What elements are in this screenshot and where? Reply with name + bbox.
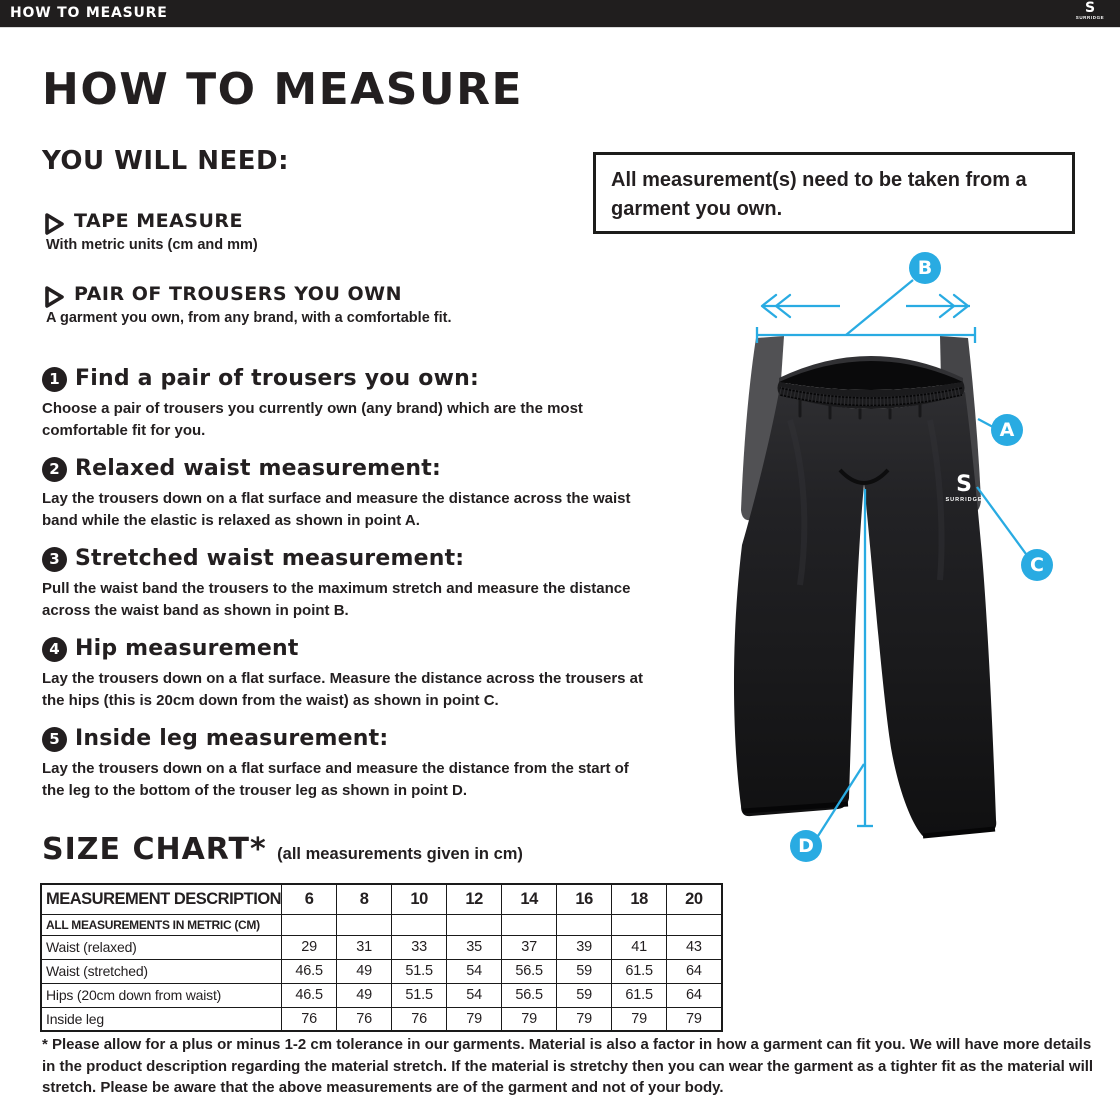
step-body: Lay the trousers down on a flat surface and measure the distance across the waist band while the elastic is relaxed as shown in point A.	[42, 490, 631, 529]
row-label: Waist (relaxed)	[41, 935, 282, 959]
column-header: 18	[612, 884, 667, 914]
table-row: Waist (relaxed) 29 31 33 35 37 39 41 43	[41, 935, 722, 959]
notice-box: All measurement(s) need to be taken from a garment you own.	[593, 152, 1075, 234]
garment-logo-wordmark: SURRIDGE	[945, 497, 983, 503]
need-item-label: PAIR OF TROUSERS YOU OWN	[74, 283, 402, 305]
table-header-row	[41, 884, 722, 914]
step-1	[42, 366, 652, 441]
table-row: Waist (stretched) 46.5 49 51.5 54 56.5 59 61.5 64	[41, 959, 722, 983]
need-item-description: With metric units (cm and mm)	[46, 237, 258, 253]
row-label: Waist (stretched)	[41, 959, 282, 983]
garment-logo-mark: S	[956, 472, 972, 497]
top-bar-title: HOW TO MEASURE	[10, 5, 168, 21]
triangle-bullet-icon	[44, 285, 66, 309]
step-body: Lay the trousers down on a flat surface and measure the distance from the start of the leg to the bottom of the trouser leg as shown in point D.	[42, 760, 629, 799]
column-header: 16	[557, 884, 612, 914]
need-item-description: A garment you own, from any brand, with a comfortable fit.	[46, 310, 452, 326]
column-header: 6	[282, 884, 337, 914]
row-label: Inside leg	[41, 1007, 282, 1031]
step-number-badge: 1	[42, 367, 67, 392]
step-body: Choose a pair of trousers you currently own (any brand) which are the most comfortable fit for you.	[42, 400, 583, 439]
table-row: Inside leg 76 76 76 79 79 79 79 79	[41, 1007, 722, 1031]
tolerance-footnote: * Please allow for a plus or minus 1-2 cm tolerance in our garments. Material is also a factor in how a garment can fit you. We will have more details in the product description regarding the material stretch. If the material is stretchy then you can wear the garment as a tighter fit as the material will stretch. Please be aware that the above measurements are of the garment and not of your body.	[42, 1036, 1094, 1096]
step-title: Relaxed waist measurement:	[75, 456, 441, 481]
step-number-badge: 3	[42, 547, 67, 572]
step-number-badge: 4	[42, 637, 67, 662]
table-row	[41, 914, 722, 935]
need-item-label: TAPE MEASURE	[74, 210, 244, 232]
column-header: 20	[667, 884, 722, 914]
point-d-badge: D	[790, 830, 822, 862]
page-title: HOW TO MEASURE	[42, 64, 524, 115]
size-chart-subtitle: (all measurements given in cm)	[277, 845, 523, 863]
surridge-wordmark: SURRIDGE	[1075, 15, 1105, 20]
you-will-need-heading: YOU WILL NEED:	[42, 146, 289, 176]
step-title: Find a pair of trousers you own:	[75, 366, 479, 391]
point-a-badge: A	[991, 414, 1023, 446]
need-item-tape-measure	[42, 210, 642, 253]
step-number-badge: 2	[42, 457, 67, 482]
need-item-trousers	[42, 283, 642, 326]
triangle-bullet-icon	[44, 212, 66, 236]
top-bar	[0, 0, 1120, 28]
step-5	[42, 726, 652, 801]
size-chart-table	[40, 883, 723, 1032]
column-header: 14	[502, 884, 557, 914]
column-header: MEASUREMENT DESCRIPTION	[41, 884, 282, 914]
surridge-mark: S	[1084, 0, 1096, 16]
step-title: Hip measurement	[75, 636, 299, 661]
metric-note-cell: ALL MEASUREMENTS IN METRIC (CM)	[41, 914, 282, 935]
column-header: 12	[447, 884, 502, 914]
size-chart-heading	[42, 832, 523, 867]
row-label: Hips (20cm down from waist)	[41, 983, 282, 1007]
step-body: Lay the trousers down on a flat surface. Measure the distance across the trousers at the hips (this is 20cm down from the waist) as shown in point C.	[42, 670, 644, 709]
column-header: 10	[392, 884, 447, 914]
size-chart-title: SIZE CHART*	[42, 832, 267, 867]
table-row: Hips (20cm down from waist) 46.5 49 51.5 54 56.5 59 61.5 64	[41, 983, 722, 1007]
step-3	[42, 546, 652, 621]
surridge-logo-icon	[1068, 1, 1112, 21]
point-c-badge: C	[1021, 549, 1053, 581]
step-4	[42, 636, 652, 711]
step-2	[42, 456, 652, 531]
column-header: 8	[337, 884, 392, 914]
step-title: Inside leg measurement:	[75, 726, 389, 751]
point-b-badge: B	[909, 252, 941, 284]
step-number-badge: 5	[42, 727, 67, 752]
step-body: Pull the waist band the trousers to the maximum stretch and measure the distance across the waist band as shown in point B.	[42, 580, 631, 619]
step-title: Stretched waist measurement:	[75, 546, 465, 571]
